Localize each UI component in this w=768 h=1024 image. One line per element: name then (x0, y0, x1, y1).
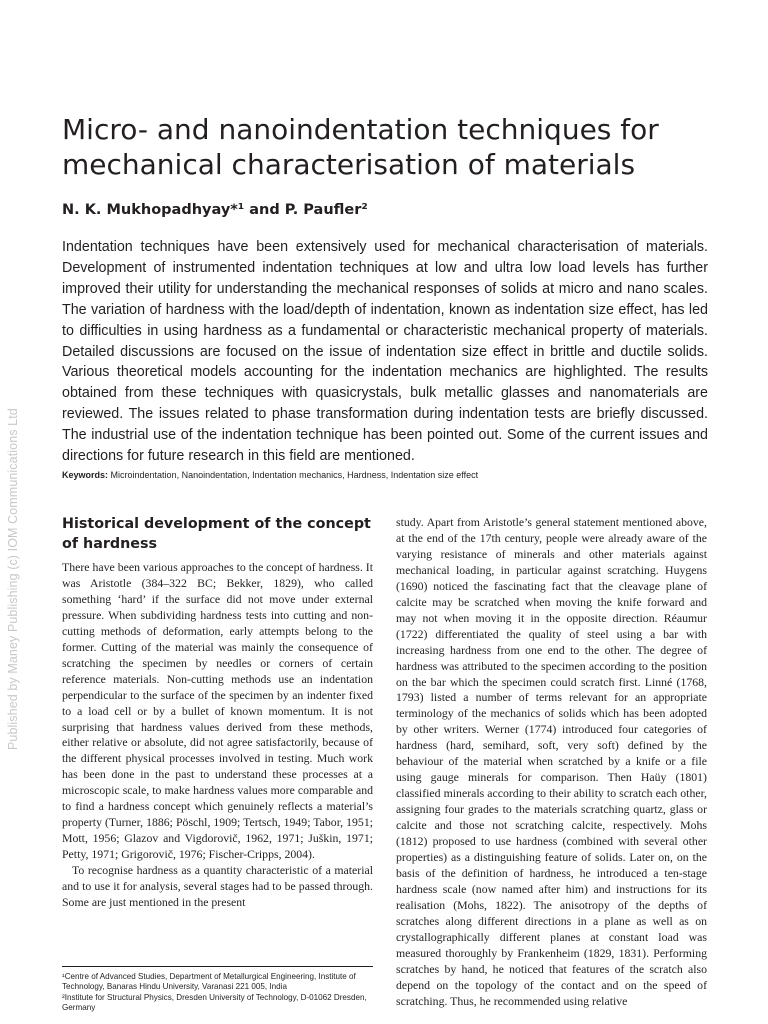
footnote-affiliation-1: ¹Centre of Advanced Studies, Department of Metallurgical Engineering, Institute of Technology, Banaras Hindu University, Varanasi 221 005, India (62, 972, 356, 992)
footnote-divider (62, 966, 373, 967)
keywords (62, 470, 708, 480)
article-title: Micro- and nanoindentation techniques for mechanical characterisation of materials (62, 113, 659, 181)
authors: N. K. Mukhopadhyay*¹ and P. Paufler² (62, 202, 368, 218)
footnote-affiliation-2: ²Institute for Structural Physics, Dresden University of Technology, D-01062 Dresden, Germany (62, 992, 367, 1013)
right-column (396, 515, 707, 1010)
body-paragraph: To recognise hardness as a quantity characteristic of a material and to use it for analysis, several stages had to be passed through. Some are just mentioned in the present (62, 863, 373, 910)
body-paragraph: study. Apart from Aristotle’s general statement mentioned above, at the end of the 17th century, people were already aware of the varying resistance of minerals and other materials against mechanical loading, in particular against scratching. Huygens (1690) noticed the fascinating fact that the cleavage plane of calcite may be scratched when moving the knife forward and may not when moving it in the opposite direction. Réaumur (1722) differentiated the quality of steel using a bar with increasing hardness from one end to the other. The degree of hardness was attributed to the specimen according to the position on the bar which the specimen could scratch first. Linné (1768, 1793) listed a number of terms relevant for an appropriate terminology of the mechanics of solids which has been adopted by other writers. Werner (1774) introduced four categories of hardness (hard, semihard, soft, very soft) defined by the behaviour of the material when scratched by a knife or a file using gauge minerals for comparison. Then Haüy (1801) classified minerals according to their ability to scratch each other, assigning four grades to the materials scratching quartz, glass or calcite and those not scratching calcite, respectively. Mohs (1812) proposed to use hardness (combined with several other properties) as a distinguishing feature of solids. Later on, on the basis of the definition of hardness, he introduced a ten-stage hardness scale (now named after him) and instructions for its realisation (Mohs, 1822). The anisotropy of the depths of scratches along different directions in a plane as well as on crystallographically different planes at constant load was measured thoroughly by Frankenheim (1829, 1831). Performing scratches by hand, he noticed that features of the scratch also depend on the topology of the contact and on the speed of scratching. Thus, he recommended using relative (396, 515, 707, 1008)
left-column (62, 514, 373, 911)
keywords-text: Microindentation, Nanoindentation, Indentation mechanics, Hardness, Indentation size effect (110, 470, 479, 480)
footnotes (62, 972, 373, 1014)
abstract: Indentation techniques have been extensively used for mechanical characterisation of materials. Development of instrumented indentation techniques at low and ultra low load levels has further improved their utility for understanding the mechanical responses of solids at micro and nano scales. The variation of hardness with the load/depth of indentation, known as indentation size effect, has led to difficulties in using hardness as a fundamental or characteristic mechanical property of materials. Detailed discussions are focused on the issue of indentation size effect in brittle and ductile solids. Various theoretical models accounting for the indentation mechanics are highlighted. The results obtained from these techniques with quasicrystals, bulk metallic glasses and nanomaterials are reviewed. The issues related to phase transformation during indentation tests are briefly discussed. The industrial use of the indentation technique has been pointed out. Some of the current issues and directions for future research in this field are mentioned. (62, 239, 708, 465)
body-paragraph: There have been various approaches to the concept of hardness. It was Aristotle (384–322 BC; Bekker, 1829), who called something ‘hard’ if the surface did not move under external pressure. When subdividing hardness tests into cutting and non-cutting methods of deformation, early attempts belong to the former. Cutting of the material was mainly the consequence of scratching the specimen by needles or corners of certain reference materials. Non-cutting methods use an indentation perpendicular to the surface of the specimen by an indenter fixed to a load cell or by a bullet of known momentum. It is not surprising that hardness values derived from these methods, either relative or absolute, did not agree satisfactorily, because of the different physical processes involved in testing. Much work has been done in the past to understand these processes at a microscopic scale, to make hardness values more comparable and to find a hardness concept which genuinely reflects a material’s property (Turner, 1886; Pöschl, 1909; Tertsch, 1949; Tabor, 1951; Mott, 1956; Glazov and Vigdorovič, 1962, 1971; Juškin, 1971; Petty, 1971; Grigorovič, 1976; Fischer-Cripps, 2004). (62, 560, 373, 862)
keywords-label: Keywords: (62, 470, 109, 480)
publisher-watermark: Published by Maney Publishing (c) IOM Communications Ltd (6, 408, 20, 750)
section-heading: Historical development of the concept of hardness (62, 516, 371, 552)
